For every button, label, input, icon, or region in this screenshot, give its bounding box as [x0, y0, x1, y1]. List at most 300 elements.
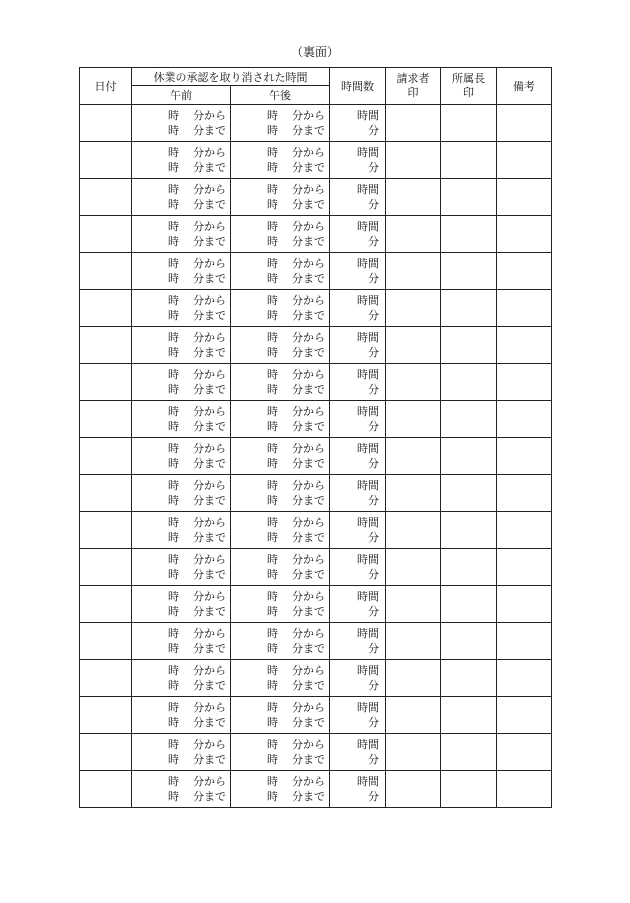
am-from-line: [132, 256, 230, 271]
hour-label: 時: [168, 553, 179, 566]
am-time-cell[interactable]: [132, 771, 231, 808]
from-label: 分から: [193, 220, 226, 233]
from-label: 分から: [292, 701, 325, 714]
date-cell[interactable]: [80, 142, 132, 179]
am-time-cell[interactable]: [132, 142, 231, 179]
until-label: 分まで: [193, 753, 226, 766]
am-time-cell[interactable]: [132, 401, 231, 438]
from-label: 分から: [292, 479, 325, 492]
date-cell[interactable]: [80, 734, 132, 771]
hour-label: 時: [267, 753, 278, 766]
pm-until-line: [231, 345, 329, 360]
until-label: 分まで: [193, 790, 226, 803]
hours-cell[interactable]: [330, 179, 386, 216]
from-label: 分から: [292, 405, 325, 418]
am-time-cell[interactable]: [132, 438, 231, 475]
until-label: 分まで: [193, 198, 226, 211]
from-label: 分から: [193, 775, 226, 788]
hours-cell[interactable]: [330, 734, 386, 771]
chief-seal-cell[interactable]: [441, 253, 497, 290]
pm-time-cell[interactable]: [231, 734, 330, 771]
am-from-line: [132, 663, 230, 678]
pm-until-line: [231, 678, 329, 693]
hour-label: 時: [168, 568, 179, 581]
pm-time-cell[interactable]: [231, 586, 330, 623]
chief-seal-cell[interactable]: [441, 697, 497, 734]
header-hours: 時間数: [330, 68, 386, 105]
am-until-line: [132, 234, 230, 249]
pm-time-cell[interactable]: [231, 549, 330, 586]
hours-cell[interactable]: [330, 771, 386, 808]
from-label: 分から: [292, 368, 325, 381]
hours-cell[interactable]: [330, 549, 386, 586]
date-cell[interactable]: [80, 549, 132, 586]
pm-until-line: [231, 271, 329, 286]
from-label: 分から: [193, 183, 226, 196]
am-from-line: [132, 219, 230, 234]
hour-label: 時: [168, 420, 179, 433]
remarks-cell[interactable]: [497, 290, 552, 327]
pm-from-line: [231, 108, 329, 123]
until-label: 分まで: [193, 494, 226, 507]
hour-label: 時: [267, 235, 278, 248]
date-cell[interactable]: [80, 438, 132, 475]
minutes-unit-label: 分: [368, 457, 379, 470]
remarks-cell[interactable]: [497, 512, 552, 549]
chief-seal-cell[interactable]: [441, 290, 497, 327]
requester-seal-cell[interactable]: [386, 771, 441, 808]
chief-seal-cell[interactable]: [441, 179, 497, 216]
until-label: 分まで: [193, 716, 226, 729]
requester-seal-cell[interactable]: [386, 697, 441, 734]
date-cell[interactable]: [80, 253, 132, 290]
pm-time-cell[interactable]: [231, 623, 330, 660]
hour-label: 時: [267, 109, 278, 122]
requester-seal-cell[interactable]: [386, 475, 441, 512]
pm-time-cell[interactable]: [231, 401, 330, 438]
table-row: [80, 364, 552, 401]
minutes-unit-label: 分: [368, 383, 379, 396]
am-until-line: [132, 271, 230, 286]
am-from-line: [132, 108, 230, 123]
until-label: 分まで: [292, 568, 325, 581]
requester-seal-cell[interactable]: [386, 401, 441, 438]
table-row: [80, 697, 552, 734]
hour-label: 時: [168, 146, 179, 159]
date-cell[interactable]: [80, 216, 132, 253]
pm-time-cell[interactable]: [231, 438, 330, 475]
hour-label: 時: [267, 568, 278, 581]
until-label: 分まで: [193, 235, 226, 248]
header-requester-seal: [386, 68, 441, 105]
until-label: 分まで: [292, 531, 325, 544]
pm-from-line: [231, 515, 329, 530]
chief-seal-cell[interactable]: [441, 512, 497, 549]
hour-label: 時: [267, 257, 278, 270]
chief-seal-cell[interactable]: [441, 401, 497, 438]
hour-label: 時: [168, 257, 179, 270]
hours-cell[interactable]: [330, 253, 386, 290]
date-cell[interactable]: [80, 401, 132, 438]
hour-label: 時: [168, 331, 179, 344]
pm-until-line: [231, 715, 329, 730]
date-cell[interactable]: [80, 475, 132, 512]
remarks-cell[interactable]: [497, 105, 552, 142]
from-label: 分から: [193, 701, 226, 714]
from-label: 分から: [193, 516, 226, 529]
chief-seal-cell[interactable]: [441, 327, 497, 364]
header-date: 日付: [80, 68, 132, 105]
requester-seal-cell[interactable]: [386, 623, 441, 660]
pm-time-cell[interactable]: [231, 105, 330, 142]
from-label: 分から: [193, 109, 226, 122]
until-label: 分まで: [292, 124, 325, 137]
hours-cell[interactable]: [330, 364, 386, 401]
am-time-cell[interactable]: [132, 549, 231, 586]
pm-until-line: [231, 641, 329, 656]
date-cell[interactable]: [80, 179, 132, 216]
hour-label: 時: [168, 701, 179, 714]
chief-seal-cell[interactable]: [441, 734, 497, 771]
date-cell[interactable]: [80, 660, 132, 697]
hours-cell[interactable]: [330, 475, 386, 512]
until-label: 分まで: [292, 494, 325, 507]
hour-label: 時: [267, 442, 278, 455]
until-label: 分まで: [193, 679, 226, 692]
chief-seal-cell[interactable]: [441, 438, 497, 475]
table-row: [80, 401, 552, 438]
hours-cell[interactable]: [330, 401, 386, 438]
remarks-cell[interactable]: [497, 549, 552, 586]
requester-seal-cell[interactable]: [386, 734, 441, 771]
requester-seal-cell[interactable]: [386, 179, 441, 216]
hour-label: 時: [168, 716, 179, 729]
am-time-cell[interactable]: [132, 512, 231, 549]
hours-unit-label: 時間: [357, 479, 379, 492]
until-label: 分まで: [292, 716, 325, 729]
from-label: 分から: [292, 664, 325, 677]
pm-time-cell[interactable]: [231, 290, 330, 327]
am-until-line: [132, 382, 230, 397]
hours-unit-label: 時間: [357, 516, 379, 529]
table-row: [80, 623, 552, 660]
chief-seal-cell[interactable]: [441, 364, 497, 401]
until-label: 分まで: [193, 642, 226, 655]
am-from-line: [132, 182, 230, 197]
from-label: 分から: [193, 331, 226, 344]
hour-label: 時: [267, 642, 278, 655]
minutes-unit-label: 分: [368, 605, 379, 618]
until-label: 分まで: [292, 642, 325, 655]
remarks-cell[interactable]: [497, 327, 552, 364]
requester-seal-cell[interactable]: [386, 142, 441, 179]
minutes-unit-label: 分: [368, 346, 379, 359]
hours-cell[interactable]: [330, 623, 386, 660]
date-cell[interactable]: [80, 327, 132, 364]
am-until-line: [132, 604, 230, 619]
am-time-cell[interactable]: [132, 660, 231, 697]
hour-label: 時: [168, 124, 179, 137]
from-label: 分から: [292, 775, 325, 788]
hours-cell[interactable]: [330, 660, 386, 697]
until-label: 分まで: [292, 235, 325, 248]
am-time-cell[interactable]: [132, 697, 231, 734]
minutes-unit-label: 分: [368, 568, 379, 581]
hour-label: 時: [267, 383, 278, 396]
hour-label: 時: [168, 183, 179, 196]
hour-label: 時: [168, 346, 179, 359]
am-from-line: [132, 367, 230, 382]
hours-cell[interactable]: [330, 586, 386, 623]
until-label: 分まで: [193, 531, 226, 544]
remarks-cell[interactable]: [497, 401, 552, 438]
hour-label: 時: [168, 235, 179, 248]
minutes-unit-label: 分: [368, 235, 379, 248]
hour-label: 時: [168, 294, 179, 307]
header-am: 午前: [132, 86, 231, 105]
remarks-cell[interactable]: [497, 771, 552, 808]
chief-seal-cell[interactable]: [441, 623, 497, 660]
hours-cell[interactable]: [330, 327, 386, 364]
requester-seal-cell[interactable]: [386, 216, 441, 253]
from-label: 分から: [193, 257, 226, 270]
header-chief-seal: [441, 68, 497, 105]
hours-cell[interactable]: [330, 216, 386, 253]
hours-cell[interactable]: [330, 142, 386, 179]
header-chief-seal-mark: 印: [463, 86, 474, 99]
pm-time-cell[interactable]: [231, 475, 330, 512]
chief-seal-cell[interactable]: [441, 549, 497, 586]
pm-time-cell[interactable]: [231, 771, 330, 808]
header-requester-label: 請求者: [396, 72, 430, 85]
hour-label: 時: [267, 331, 278, 344]
pm-from-line: [231, 626, 329, 641]
hour-label: 時: [267, 701, 278, 714]
from-label: 分から: [292, 220, 325, 233]
hour-label: 時: [267, 294, 278, 307]
until-label: 分まで: [193, 309, 226, 322]
date-cell[interactable]: [80, 771, 132, 808]
until-label: 分まで: [193, 605, 226, 618]
until-label: 分まで: [292, 790, 325, 803]
hour-label: 時: [267, 479, 278, 492]
date-cell[interactable]: [80, 586, 132, 623]
am-time-cell[interactable]: [132, 290, 231, 327]
remarks-cell[interactable]: [497, 586, 552, 623]
from-label: 分から: [193, 553, 226, 566]
remarks-cell[interactable]: [497, 253, 552, 290]
hour-label: 時: [168, 442, 179, 455]
chief-seal-cell[interactable]: [441, 142, 497, 179]
hour-label: 時: [267, 198, 278, 211]
from-label: 分から: [193, 146, 226, 159]
hours-unit-label: 時間: [357, 738, 379, 751]
am-from-line: [132, 330, 230, 345]
am-until-line: [132, 715, 230, 730]
date-cell[interactable]: [80, 105, 132, 142]
until-label: 分まで: [193, 457, 226, 470]
remarks-cell[interactable]: [497, 697, 552, 734]
hours-unit-label: 時間: [357, 775, 379, 788]
pm-time-cell[interactable]: [231, 216, 330, 253]
hour-label: 時: [168, 405, 179, 418]
remarks-cell[interactable]: [497, 364, 552, 401]
pm-time-cell[interactable]: [231, 327, 330, 364]
hour-label: 時: [168, 516, 179, 529]
pm-from-line: [231, 367, 329, 382]
minutes-unit-label: 分: [368, 494, 379, 507]
hours-unit-label: 時間: [357, 664, 379, 677]
am-until-line: [132, 308, 230, 323]
from-label: 分から: [193, 479, 226, 492]
pm-time-cell[interactable]: [231, 512, 330, 549]
requester-seal-cell[interactable]: [386, 660, 441, 697]
am-time-cell[interactable]: [132, 586, 231, 623]
remarks-cell[interactable]: [497, 179, 552, 216]
pm-time-cell[interactable]: [231, 179, 330, 216]
pm-until-line: [231, 604, 329, 619]
am-until-line: [132, 345, 230, 360]
chief-seal-cell[interactable]: [441, 475, 497, 512]
from-label: 分から: [292, 331, 325, 344]
from-label: 分から: [292, 738, 325, 751]
pm-from-line: [231, 774, 329, 789]
from-label: 分から: [193, 627, 226, 640]
am-from-line: [132, 626, 230, 641]
minutes-unit-label: 分: [368, 124, 379, 137]
minutes-unit-label: 分: [368, 198, 379, 211]
am-time-cell[interactable]: [132, 253, 231, 290]
hour-label: 時: [267, 183, 278, 196]
chief-seal-cell[interactable]: [441, 660, 497, 697]
hours-cell[interactable]: [330, 290, 386, 327]
date-cell[interactable]: [80, 512, 132, 549]
header-chief-label: 所属長: [452, 72, 485, 85]
hour-label: 時: [168, 494, 179, 507]
pm-from-line: [231, 478, 329, 493]
remarks-cell[interactable]: [497, 660, 552, 697]
table-row: [80, 549, 552, 586]
am-time-cell[interactable]: [132, 623, 231, 660]
date-cell[interactable]: [80, 364, 132, 401]
remarks-cell[interactable]: [497, 623, 552, 660]
hours-cell[interactable]: [330, 512, 386, 549]
hours-cell[interactable]: [330, 697, 386, 734]
from-label: 分から: [292, 553, 325, 566]
from-label: 分から: [292, 442, 325, 455]
from-label: 分から: [292, 294, 325, 307]
hour-label: 時: [168, 738, 179, 751]
hour-label: 時: [267, 220, 278, 233]
am-time-cell[interactable]: [132, 105, 231, 142]
hours-unit-label: 時間: [357, 405, 379, 418]
am-from-line: [132, 404, 230, 419]
requester-seal-cell[interactable]: [386, 364, 441, 401]
table-row: [80, 512, 552, 549]
am-time-cell[interactable]: [132, 327, 231, 364]
date-cell[interactable]: [80, 623, 132, 660]
pm-time-cell[interactable]: [231, 660, 330, 697]
hour-label: 時: [267, 679, 278, 692]
remarks-cell[interactable]: [497, 438, 552, 475]
from-label: 分から: [193, 442, 226, 455]
hour-label: 時: [168, 109, 179, 122]
date-cell[interactable]: [80, 697, 132, 734]
am-time-cell[interactable]: [132, 734, 231, 771]
requester-seal-cell[interactable]: [386, 327, 441, 364]
minutes-unit-label: 分: [368, 790, 379, 803]
requester-seal-cell[interactable]: [386, 586, 441, 623]
hours-cell[interactable]: [330, 438, 386, 475]
pm-time-cell[interactable]: [231, 253, 330, 290]
until-label: 分まで: [193, 420, 226, 433]
remarks-cell[interactable]: [497, 216, 552, 253]
hour-label: 時: [267, 405, 278, 418]
hour-label: 時: [168, 368, 179, 381]
requester-seal-cell[interactable]: [386, 253, 441, 290]
hour-label: 時: [267, 716, 278, 729]
pm-from-line: [231, 293, 329, 308]
pm-from-line: [231, 219, 329, 234]
until-label: 分まで: [193, 272, 226, 285]
am-until-line: [132, 678, 230, 693]
until-label: 分まで: [292, 457, 325, 470]
remarks-cell[interactable]: [497, 142, 552, 179]
pm-time-cell[interactable]: [231, 142, 330, 179]
hours-cell[interactable]: [330, 105, 386, 142]
chief-seal-cell[interactable]: [441, 586, 497, 623]
from-label: 分から: [292, 146, 325, 159]
am-from-line: [132, 515, 230, 530]
from-label: 分から: [193, 405, 226, 418]
requester-seal-cell[interactable]: [386, 438, 441, 475]
am-time-cell[interactable]: [132, 179, 231, 216]
requester-seal-cell[interactable]: [386, 549, 441, 586]
am-until-line: [132, 789, 230, 804]
pm-time-cell[interactable]: [231, 364, 330, 401]
minutes-unit-label: 分: [368, 716, 379, 729]
hour-label: 時: [168, 753, 179, 766]
pm-until-line: [231, 160, 329, 175]
date-cell[interactable]: [80, 290, 132, 327]
am-time-cell[interactable]: [132, 216, 231, 253]
am-from-line: [132, 145, 230, 160]
minutes-unit-label: 分: [368, 679, 379, 692]
hours-unit-label: 時間: [357, 590, 379, 603]
chief-seal-cell[interactable]: [441, 216, 497, 253]
from-label: 分から: [292, 109, 325, 122]
am-time-cell[interactable]: [132, 364, 231, 401]
hour-label: 時: [267, 790, 278, 803]
requester-seal-cell[interactable]: [386, 105, 441, 142]
hour-label: 時: [168, 790, 179, 803]
table-row: [80, 734, 552, 771]
am-time-cell[interactable]: [132, 475, 231, 512]
chief-seal-cell[interactable]: [441, 771, 497, 808]
minutes-unit-label: 分: [368, 272, 379, 285]
requester-seal-cell[interactable]: [386, 512, 441, 549]
from-label: 分から: [292, 257, 325, 270]
hour-label: 時: [267, 664, 278, 677]
remarks-cell[interactable]: [497, 475, 552, 512]
pm-from-line: [231, 404, 329, 419]
table-row: [80, 586, 552, 623]
hour-label: 時: [168, 161, 179, 174]
requester-seal-cell[interactable]: [386, 290, 441, 327]
remarks-cell[interactable]: [497, 734, 552, 771]
chief-seal-cell[interactable]: [441, 105, 497, 142]
pm-time-cell[interactable]: [231, 697, 330, 734]
